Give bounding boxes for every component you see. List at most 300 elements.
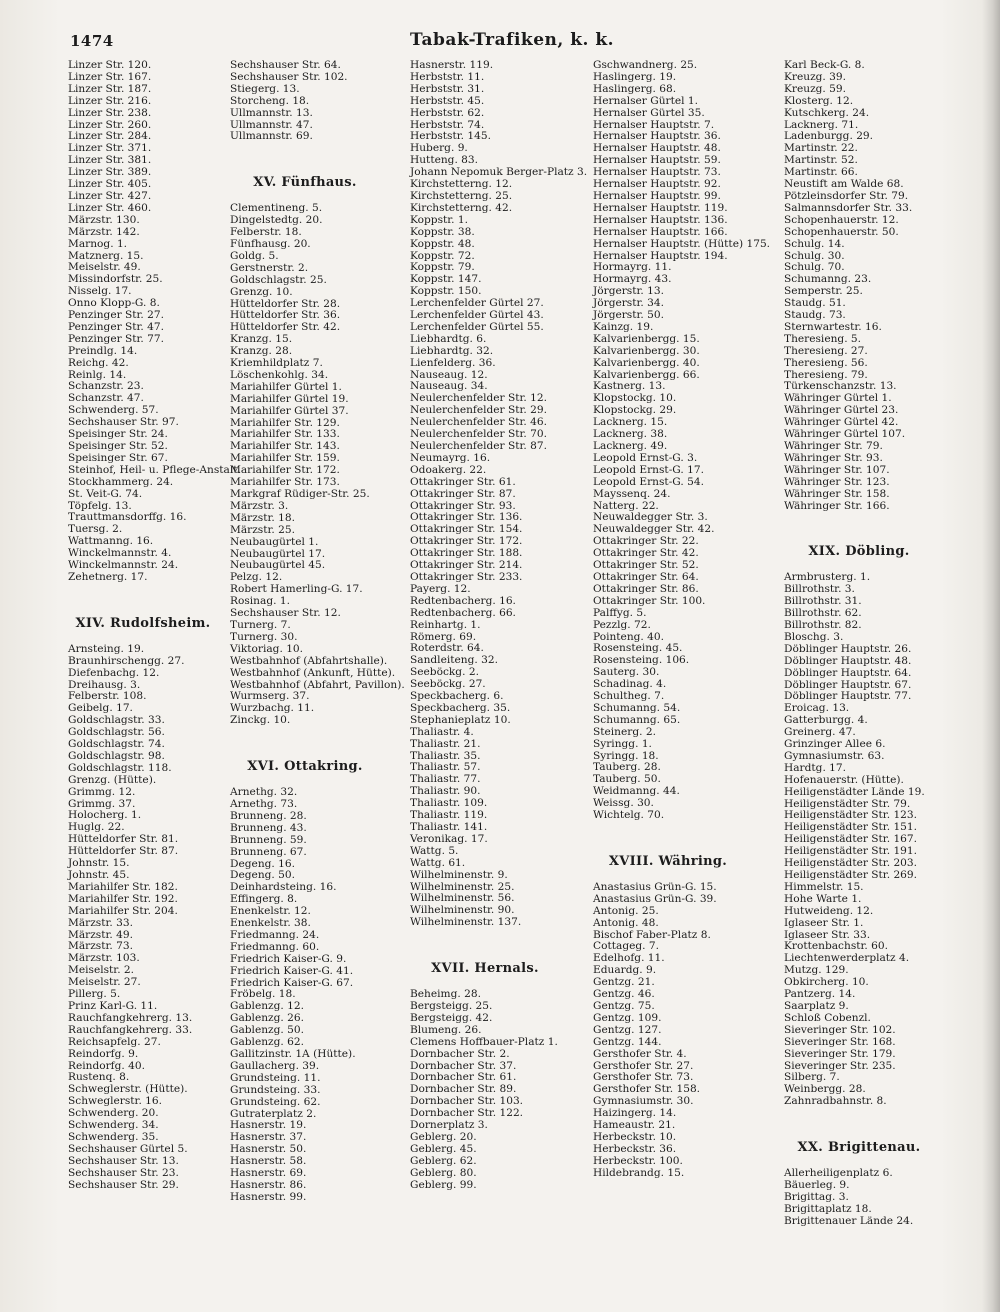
address-entry: Lacknerg. 49.: [593, 440, 668, 452]
address-entry: Pötzleinsdorfer Str. 79.: [784, 189, 909, 202]
address-entry: Schumanng. 54.: [593, 701, 681, 714]
address-entry: Felberstr. 18.: [230, 226, 302, 239]
address-entry: Ullmannstr. 47.: [230, 118, 313, 131]
address-entry: Märzstr. 33.: [68, 916, 133, 929]
district-heading: XIV. Rudolfsheim.: [75, 615, 211, 631]
address-entry: Obkircherg. 10.: [784, 976, 869, 989]
address-entry: Heiligenstädter Str. 79.: [784, 797, 911, 810]
address-entry: Payerg. 12.: [410, 582, 471, 595]
address-entry: Wilhelminenstr. 137.: [410, 916, 522, 929]
address-entry: Theresieng. 27.: [784, 344, 868, 357]
address-entry: Grinzinger Allee 6.: [784, 738, 886, 751]
address-entry: Mariahilfer Str. 159.: [230, 452, 340, 465]
address-entry: Redtenbacherg. 16.: [410, 594, 516, 607]
address-entry: Staudg. 73.: [784, 309, 846, 322]
address-entry: Herbststr. 11.: [410, 70, 485, 83]
address-entry: Heiligenstädter Lände 19.: [784, 785, 925, 798]
address-entry: Kreuzg. 59.: [784, 82, 847, 95]
address-entry: Marnog. 1.: [68, 237, 128, 250]
address-entry: Brigittaplatz 18.: [784, 1202, 872, 1215]
address-entry: Friedrich Kaiser-G. 9.: [230, 952, 347, 965]
address-entry: Hernalser Hauptstr. 48.: [593, 142, 721, 155]
address-entry: Klopstockg. 29.: [593, 404, 677, 417]
address-entry: Goldschlagstr. 98.: [68, 749, 165, 762]
address-entry: Hütteldorfer Str. 28.: [230, 297, 341, 310]
address-entry: Hasnerstr. 37.: [230, 1131, 307, 1144]
address-entry: Mariahilfer Str. 173.: [230, 476, 340, 489]
address-entry: Herbststr. 145.: [410, 130, 491, 143]
address-entry: Ullmannstr. 13.: [230, 106, 313, 119]
address-entry: Billrothstr. 82.: [784, 618, 862, 631]
address-entry: Kirchstetterng. 42.: [410, 201, 513, 214]
address-entry: Mariahilfer Str. 182.: [68, 880, 178, 893]
address-entry: Gentzg. 144.: [593, 1035, 662, 1048]
address-entry: Gablenzg. 12.: [230, 1000, 304, 1013]
address-entry: Märzstr. 142.: [68, 225, 140, 238]
address-entry: Währinger Gürtel 107.: [784, 428, 906, 441]
address-entry: Sandleiteng. 32.: [410, 654, 498, 667]
address-entry: Degeng. 16.: [230, 857, 296, 870]
address-entry: Schultheg. 7.: [593, 690, 665, 703]
address-entry: Nisselg. 17.: [68, 285, 132, 298]
address-entry: Mariahilfer Str. 133.: [230, 428, 340, 441]
address-entry: Koppstr. 79.: [410, 261, 475, 274]
address-entry: Degeng. 50.: [230, 869, 296, 882]
address-entry: Liechtenwerderplatz 4.: [784, 952, 910, 965]
address-entry: Wilhelminenstr. 56.: [410, 892, 515, 905]
address-entry: Braunhirschengg. 27.: [68, 654, 185, 667]
address-entry: Armbrusterg. 1.: [784, 571, 871, 584]
address-entry: Pillerg. 5.: [68, 988, 121, 1001]
address-entry: Leopold Ernst-G. 54.: [593, 475, 704, 488]
address-entry: Dornerplatz 3.: [410, 1119, 488, 1132]
address-entry: Meiselstr. 2.: [68, 964, 135, 977]
address-entry: Linzer Str. 405.: [68, 178, 152, 191]
address-entry: Veronikag. 17.: [410, 832, 488, 845]
address-entry: Wattg. 61.: [410, 856, 466, 869]
address-entry: Holocherg. 1.: [68, 809, 142, 822]
address-entry: Töpfelg. 13.: [68, 499, 132, 512]
address-entry: Sieveringer Str. 235.: [784, 1059, 896, 1072]
section-spacer: [784, 1154, 964, 1168]
address-entry: Linzer Str. 371.: [68, 142, 152, 155]
address-entry: Speisinger Str. 67.: [68, 451, 168, 464]
address-entry: Gersthofer Str. 158.: [593, 1083, 701, 1096]
address-entry: Grenzg. 10.: [230, 285, 293, 298]
address-entry: Gentzg. 21.: [593, 976, 655, 989]
address-entry: Goldschlagstr. 25.: [230, 273, 327, 286]
address-entry: Mariahilfer Str. 172.: [230, 464, 340, 477]
address-entry: Friedrich Kaiser-G. 67.: [230, 976, 354, 989]
address-entry: Weidmanng. 44.: [593, 785, 680, 798]
address-entry: Ottakringer Str. 42.: [593, 547, 699, 560]
address-entry: Schumanng. 65.: [593, 713, 681, 726]
address-entry: Clemens Hoffbauer-Platz 1.: [410, 1035, 558, 1048]
address-entry: Thaliastr. 90.: [410, 785, 481, 798]
address-entry: Grundsteing. 33.: [230, 1083, 321, 1096]
address-entry: Penzinger Str. 77.: [68, 332, 165, 345]
district-heading: XVII. Hernals.: [431, 961, 539, 977]
address-entry: Linzer Str. 284.: [68, 130, 152, 143]
address-entry: Mariahilfer Str. 192.: [68, 892, 178, 905]
address-entry: Dornbacher Str. 89.: [410, 1083, 517, 1096]
address-entry: Eduardg. 9.: [593, 964, 657, 977]
address-entry: Fünfhausg. 20.: [230, 237, 311, 250]
section-spacer: [593, 822, 788, 856]
address-entry: Antonig. 48.: [593, 916, 659, 929]
address-entry: Lienfelderg. 36.: [410, 356, 496, 369]
address-entry: Heiligenstädter Str. 269.: [784, 869, 918, 882]
address-entry: Haizingerg. 14.: [593, 1107, 677, 1120]
address-entry: Liebhardtg. 32.: [410, 344, 494, 357]
address-entry: Eroicag. 13.: [784, 702, 850, 715]
address-entry: Schulg. 14.: [784, 237, 845, 250]
address-entry: Goldg. 5.: [230, 249, 279, 262]
address-entry: Hutweideng. 12.: [784, 904, 874, 917]
address-entry: Lacknerg. 71.: [784, 118, 859, 131]
address-entry: Johnstr. 15.: [68, 857, 130, 870]
address-entry: Hasnerstr. 69.: [230, 1167, 307, 1180]
address-entry: Hernalser Hauptstr. 194.: [593, 249, 728, 262]
address-entry: Herbeckstr. 10.: [593, 1130, 677, 1143]
address-entry: Gymnasiumstr. 30.: [593, 1095, 694, 1108]
address-entry: Friedrich Kaiser-G. 41.: [230, 964, 354, 977]
address-entry: Martinstr. 66.: [784, 166, 858, 179]
address-entry: Tauberg. 50.: [593, 773, 661, 786]
address-entry: Storcheng. 18.: [230, 94, 310, 107]
address-entry: Hameaustr. 21.: [593, 1119, 676, 1132]
address-entry: Kutschkerg. 24.: [784, 106, 870, 119]
address-entry: Wurzbachg. 11.: [230, 702, 315, 715]
address-entry: Schadinag. 4.: [593, 678, 667, 691]
address-entry: Linzer Str. 460.: [68, 201, 152, 214]
address-entry: Ottakringer Str. 172.: [410, 535, 523, 548]
address-entry: Jörgerstr. 34.: [593, 297, 664, 310]
section-spacer: [593, 868, 788, 882]
address-entry: Allerheiligenplatz 6.: [784, 1167, 893, 1180]
address-entry: Westbahnhof (Abfahrtshalle).: [230, 654, 388, 667]
address-entry: Rauchfangkehrerg. 13.: [68, 1011, 193, 1024]
address-entry: Goldschlagstr. 56.: [68, 726, 165, 739]
address-entry: Geblerg. 80.: [410, 1166, 477, 1179]
address-entry: Hernalser Hauptstr. 92.: [593, 178, 721, 191]
address-entry: Martinstr. 22.: [784, 142, 858, 155]
address-entry: Mutzg. 129.: [784, 964, 849, 977]
address-entry: Heiligenstädter Str. 203.: [784, 857, 918, 870]
address-entry: Winckelmannstr. 24.: [68, 559, 179, 572]
address-entry: Kranzg. 15.: [230, 333, 293, 346]
directory-column-4: [593, 60, 788, 1180]
address-entry: Währinger Str. 158.: [784, 487, 890, 500]
address-entry: Klosterg. 12.: [784, 94, 854, 107]
address-entry: Kalvarienbergg. 30.: [593, 344, 700, 357]
address-entry: Cottageg. 7.: [593, 940, 659, 953]
address-entry: Goldschlagstr. 33.: [68, 714, 165, 727]
address-entry: Linzer Str. 216.: [68, 94, 152, 107]
address-entry: Schwenderg. 20.: [68, 1107, 159, 1120]
address-entry: Mariahilfer Gürtel 19.: [230, 392, 349, 405]
address-entry: Antonig. 25.: [593, 904, 659, 917]
address-entry: Römerg. 69.: [410, 630, 477, 643]
address-entry: Jörgerstr. 50.: [593, 309, 664, 322]
section-spacer: [784, 512, 964, 546]
address-entry: Rosensteing. 45.: [593, 642, 683, 655]
address-entry: Brunneng. 43.: [230, 821, 307, 834]
address-entry: Mayssenq. 24.: [593, 487, 671, 500]
address-entry: Märzstr. 49.: [68, 928, 133, 941]
address-entry: Gaullacherg. 39.: [230, 1059, 320, 1072]
address-entry: Heiligenstädter Str. 167.: [784, 833, 918, 846]
section-spacer: [68, 584, 238, 618]
address-entry: Grenzg. (Hütte).: [68, 773, 157, 786]
address-entry: Wichtelg. 70.: [593, 809, 665, 822]
address-entry: Pezzlg. 72.: [593, 618, 651, 631]
address-entry: Anastasius Grün-G. 39.: [593, 892, 717, 905]
address-entry: Währinger Gürtel 23.: [784, 404, 899, 417]
address-entry: Jörgerstr. 13.: [593, 285, 664, 298]
address-entry: Wilhelminenstr. 25.: [410, 880, 515, 893]
address-entry: Lacknerg. 38.: [593, 428, 668, 441]
address-entry: Sauterg. 30.: [593, 666, 660, 679]
address-entry: Hasnerstr. 86.: [230, 1178, 307, 1191]
address-entry: Hernalser Hauptstr. 73.: [593, 166, 721, 179]
address-entry: Pelzg. 12.: [230, 571, 283, 584]
address-entry: Gersthofer Str. 4.: [593, 1047, 687, 1060]
address-entry: Kriemhildplatz 7.: [230, 357, 323, 370]
address-entry: Weinbergg. 28.: [784, 1083, 866, 1096]
address-entry: Wattg. 5.: [410, 844, 459, 857]
address-entry: Brigittag. 3.: [784, 1190, 849, 1203]
address-entry: Arnethg. 73.: [230, 797, 298, 810]
address-entry: Hütteldorfer Str. 36.: [230, 309, 341, 322]
address-entry: Kalvarienbergg. 15.: [593, 332, 700, 345]
address-entry: Hernalser Hauptstr. 59.: [593, 154, 721, 167]
address-entry: Dornbacher Str. 122.: [410, 1107, 524, 1120]
address-entry: Koppstr. 72.: [410, 249, 475, 262]
address-entry: Linzer Str. 187.: [68, 82, 152, 95]
address-entry: Reinhartg. 1.: [410, 618, 481, 631]
address-entry: Brunneng. 28.: [230, 809, 307, 822]
address-entry: Hernalser Hauptstr. 136.: [593, 213, 728, 226]
address-entry: Dingelstedtg. 20.: [230, 214, 323, 227]
address-entry: Hardtg. 17.: [784, 761, 847, 774]
address-entry: Haslingerg. 68.: [593, 82, 677, 95]
address-entry: Neubaugürtel 17.: [230, 547, 326, 560]
address-entry: Ottakringer Str. 86.: [593, 582, 699, 595]
address-entry: Hernalser Hauptstr. (Hütte) 175.: [593, 237, 771, 250]
address-entry: Bloschg. 3.: [784, 630, 844, 643]
page-title: Tabak-Trafiken, k. k.: [410, 30, 615, 50]
address-entry: Gersthofer Str. 73.: [593, 1071, 694, 1084]
address-entry: Schulg. 30.: [784, 249, 845, 262]
address-entry: Meiselstr. 49.: [68, 261, 141, 274]
address-entry: Hasnerstr. 50.: [230, 1143, 307, 1156]
address-entry: Schwenderg. 57.: [68, 404, 159, 417]
address-entry: Theresieng. 5.: [784, 332, 862, 345]
address-entry: Sechshauser Str. 23.: [68, 1166, 179, 1179]
address-entry: Lerchenfelder Gürtel 43.: [410, 309, 544, 322]
address-entry: Neulerchenfelder Str. 12.: [410, 392, 547, 405]
address-entry: Herbeckstr. 36.: [593, 1142, 677, 1155]
address-entry: Zahnradbahnstr. 8.: [784, 1095, 887, 1108]
address-entry: Geblerg. 99.: [410, 1178, 477, 1191]
address-entry: Speckbacherg. 6.: [410, 690, 504, 703]
address-entry: Neustift am Walde 68.: [784, 178, 904, 191]
address-entry: Goldschlagstr. 118.: [68, 761, 172, 774]
address-entry: Herbststr. 31.: [410, 82, 485, 95]
address-entry: Grundsteing. 11.: [230, 1071, 321, 1084]
section-spacer: [230, 727, 405, 761]
address-entry: Dornbacher Str. 37.: [410, 1059, 517, 1072]
address-entry: Lerchenfelder Gürtel 55.: [410, 320, 544, 333]
address-entry: Mariahilfer Gürtel 37.: [230, 404, 349, 417]
address-entry: Döblinger Hauptstr. 48.: [784, 654, 912, 667]
page-number: 1474: [70, 32, 114, 50]
address-entry: Gutraterplatz 2.: [230, 1107, 317, 1120]
address-entry: Markgraf Rüdiger-Str. 25.: [230, 488, 370, 501]
address-entry: Seeböckg. 2.: [410, 666, 479, 679]
address-entry: Palffyg. 5.: [593, 606, 647, 619]
address-entry: Tuersg. 2.: [68, 523, 123, 536]
address-entry: Hütteldorfer Str. 87.: [68, 845, 179, 858]
address-entry: Prinz Karl-G. 11.: [68, 999, 158, 1012]
address-entry: Zehetnerg. 17.: [68, 570, 148, 583]
address-entry: Grimmg. 12.: [68, 785, 136, 798]
address-entry: Bäuerleg. 9.: [784, 1178, 850, 1191]
directory-column-5: [784, 60, 964, 1228]
address-entry: Johnstr. 45.: [68, 869, 130, 882]
address-entry: Gersthofer Str. 27.: [593, 1059, 694, 1072]
address-entry: Linzer Str. 238.: [68, 106, 152, 119]
address-entry: Theresieng. 79.: [784, 368, 868, 381]
address-entry: Liebhardtg. 6.: [410, 332, 487, 345]
address-entry: Preindlg. 14.: [68, 344, 138, 357]
address-entry: Schanzstr. 47.: [68, 392, 144, 405]
address-entry: Neumayrg. 16.: [410, 451, 491, 464]
address-entry: Klopstockg. 10.: [593, 392, 677, 405]
address-entry: Kirchstetterng. 25.: [410, 189, 513, 202]
address-entry: Karl Beck-G. 8.: [784, 59, 865, 71]
address-entry: Rosensteing. 106.: [593, 654, 690, 667]
address-entry: Schopenhauerstr. 12.: [784, 213, 899, 226]
page-edge-shadow: [982, 0, 1000, 1312]
address-entry: Kreuzg. 39.: [784, 70, 847, 83]
section-spacer: [410, 929, 605, 963]
address-entry: Kirchstetterng. 12.: [410, 178, 513, 191]
address-entry: Wilhelminenstr. 9.: [410, 868, 508, 881]
address-entry: Linzer Str. 167.: [68, 70, 152, 83]
address-entry: Hormayrg. 43.: [593, 273, 672, 286]
address-entry: Kranzg. 28.: [230, 345, 293, 358]
address-entry: Billrothstr. 3.: [784, 583, 855, 596]
address-entry: Weissg. 30.: [593, 797, 654, 810]
address-entry: Martinstr. 52.: [784, 154, 858, 167]
address-entry: Turnerg. 7.: [230, 618, 291, 631]
address-entry: Reindorfg. 9.: [68, 1047, 139, 1060]
address-entry: Lerchenfelder Gürtel 27.: [410, 297, 544, 310]
address-entry: Wattmanng. 16.: [68, 535, 154, 548]
address-entry: Linzer Str. 381.: [68, 154, 152, 167]
section-spacer: [230, 189, 405, 203]
address-entry: Robert Hamerling-G. 17.: [230, 583, 363, 596]
address-entry: Dreihausg. 3.: [68, 678, 141, 691]
address-entry: Gentzg. 46.: [593, 988, 655, 1001]
address-entry: Währinger Str. 123.: [784, 475, 890, 488]
address-entry: Neubaugürtel 1.: [230, 535, 319, 548]
address-entry: Speisinger Str. 24.: [68, 428, 168, 441]
address-entry: Thaliastr. 77.: [410, 773, 481, 786]
address-entry: Heiligenstädter Str. 151.: [784, 821, 918, 834]
address-entry: Turnerg. 30.: [230, 630, 298, 643]
address-entry: Ottakringer Str. 22.: [593, 535, 699, 548]
address-entry: Löschenkohlg. 34.: [230, 368, 329, 381]
address-entry: Wilhelminenstr. 90.: [410, 904, 515, 917]
address-entry: Matznerg. 15.: [68, 249, 144, 262]
address-entry: Steinhof, Heil- u. Pflege-Anstalt.: [68, 463, 241, 476]
address-entry: Koppstr. 147.: [410, 273, 482, 286]
address-entry: Rustenq. 8.: [68, 1071, 130, 1084]
address-entry: Enenkelstr. 38.: [230, 917, 311, 930]
address-entry: Haslingerg. 19.: [593, 70, 677, 83]
address-entry: Penzinger Str. 27.: [68, 309, 165, 322]
address-entry: Gallitzinstr. 1A (Hütte).: [230, 1048, 356, 1060]
address-entry: Koppstr. 1.: [410, 213, 469, 226]
address-entry: Saarplatz 9.: [784, 999, 849, 1012]
address-entry: Hofenauerstr. (Hütte).: [784, 773, 904, 786]
address-entry: Thaliastr. 141.: [410, 821, 488, 833]
address-entry: Westbahnhof (Ankunft, Hütte).: [230, 666, 396, 679]
address-entry: Brigittenauer Lände 24.: [784, 1214, 914, 1227]
address-entry: Hasnerstr. 119.: [410, 59, 494, 71]
address-entry: Neuwaldegger Str. 3.: [593, 511, 708, 524]
address-entry: Döblinger Hauptstr. 67.: [784, 678, 912, 691]
address-entry: Odoakerg. 22.: [410, 463, 487, 476]
address-entry: Bergsteigg. 42.: [410, 1011, 493, 1024]
address-entry: Gerstnerstr. 2.: [230, 261, 309, 274]
address-entry: Thaliastr. 57.: [410, 761, 481, 774]
address-entry: Ottakringer Str. 100.: [593, 594, 706, 607]
address-entry: Winckelmannstr. 4.: [68, 547, 172, 560]
address-entry: Linzer Str. 120.: [68, 59, 152, 71]
address-entry: Friedmanng. 60.: [230, 940, 320, 953]
address-entry: Schwenderg. 34.: [68, 1119, 159, 1132]
address-entry: Salmannsdorfer Str. 33.: [784, 201, 913, 214]
address-entry: Effingerg. 8.: [230, 893, 298, 906]
address-entry: Onno Klopp-G. 8.: [68, 297, 160, 310]
address-entry: Linzer Str. 260.: [68, 118, 152, 131]
address-entry: Hasnerstr. 58.: [230, 1155, 307, 1168]
address-entry: Märzstr. 3.: [230, 499, 289, 512]
district-heading: XIX. Döbling.: [808, 544, 910, 560]
address-entry: Hohe Warte 1.: [784, 892, 862, 905]
address-entry: Stephaniеplatz 10.: [410, 713, 511, 726]
address-entry: Kainzg. 19.: [593, 320, 654, 333]
directory-column-1: [68, 59, 241, 1191]
section-spacer: [410, 975, 605, 989]
address-entry: Herbststr. 74.: [410, 118, 485, 131]
address-entry: Ottakringer Str. 64.: [593, 570, 699, 583]
address-entry: Ottakringer Str. 214.: [410, 559, 523, 572]
address-entry: Ottakringer Str. 93.: [410, 499, 516, 512]
address-entry: Beheimg. 28.: [410, 988, 481, 1001]
address-entry: Hasnerstr. 19.: [230, 1119, 307, 1132]
address-entry: Kastnerg. 13.: [593, 380, 666, 393]
address-entry: Missindorfstr. 25.: [68, 273, 163, 286]
address-entry: Sechshauser Str. 29.: [68, 1178, 179, 1191]
address-entry: Huglg. 22.: [68, 821, 125, 834]
address-entry: Ottakringer Str. 52.: [593, 559, 699, 572]
address-entry: Währinger Str. 166.: [784, 499, 890, 512]
